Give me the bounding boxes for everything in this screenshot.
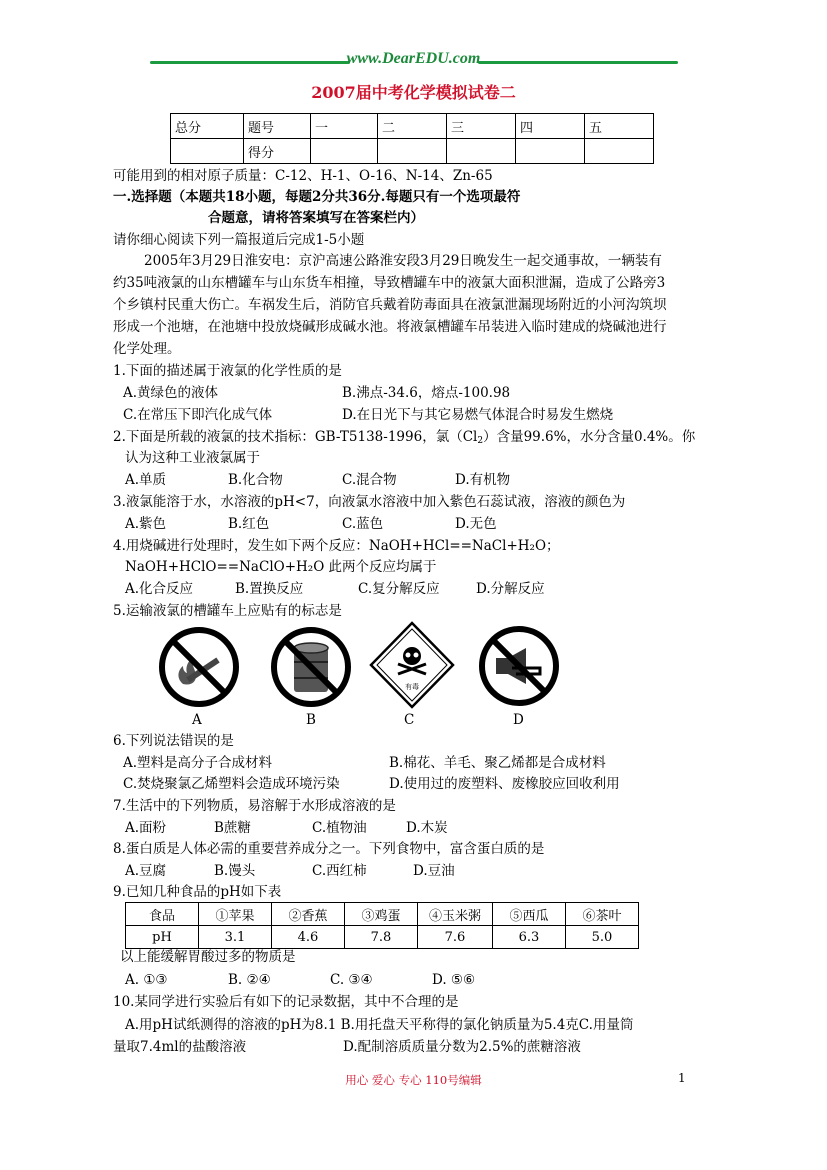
q7-option-b: B蔗糖 [214,820,251,836]
question-9-cont: 以上能缓解胃酸过多的物质是 [120,949,296,965]
q2-option-b: B.化合物 [228,472,283,488]
table-cell [585,139,654,164]
q2-text-start: 2.下面是所载的液氯的技术指标：GB-T5138-1996，氯（Cl [113,429,478,445]
q1-option-c: C.在常压下即汽化成气体 [123,407,273,423]
toxic-sign-text: 有毒 [405,683,419,691]
table-cell: 7.6 [418,926,493,949]
q2-option-c: C.混合物 [342,472,397,488]
q6-option-b: B.棉花、羊毛、聚乙烯都是合成材料 [389,755,606,771]
no-barrel-sign-icon [268,626,354,708]
q10-option-c-cont: 量取7.4ml的盐酸溶液 [113,1039,247,1055]
question-1: 1.下面的描述属于液氯的化学性质的是 [113,363,342,379]
section-heading: 一.选择题（本题共18小题，每题2分共36分.每题只有一个选项最符 [113,189,521,205]
atomic-masses: 可能用到的相对原子质量：C-12、H-1、O-16、N-14、Zn-65 [113,168,493,184]
q8-option-c: C.西红柿 [312,863,367,879]
table-cell: 一 [311,114,378,139]
table-cell [311,139,378,164]
q3-option-c: C.蓝色 [342,516,384,532]
question-4-cont: NaOH+HClO==NaClO+H₂O 此两个反应均属于 [125,559,437,575]
page-number: 1 [678,1071,686,1085]
no-fire-sign-icon [156,626,242,708]
q1-option-b: B.沸点-34.6，熔点-100.98 [342,385,511,401]
table-cell: ②香蕉 [272,903,345,926]
q6-option-a: A.塑料是高分子合成材料 [123,755,273,771]
q4-option-a: A.化合反应 [125,581,194,597]
q7-option-d: D.木炭 [406,820,448,836]
toxic-sign-icon [368,620,456,710]
passage-line: 化学处理。 [113,341,181,357]
section-heading-cont: 合题意，请将答案填写在答案栏内） [208,210,424,226]
table-cell: 食品 [126,903,199,926]
q3-option-d: D.无色 [455,516,497,532]
passage-line: 个乡镇村民重大伤亡。车祸发生后，消防官兵戴着防毒面具在液氯泄漏现场附近的小河沟筑坝 [113,297,667,313]
q2-text-end: ）含量99.6%，水分含量0.4%。你 [483,429,696,445]
no-horn-sign-icon [476,624,562,708]
q10-options-line1: A.用pH试纸测得的溶液的pH为8.1 B.用托盘天平称得的氯化钠质量为5.4克C.用量筒 [125,1017,634,1033]
score-table [170,113,654,164]
ph-table-header-row [126,903,639,926]
table-cell: 总分 [171,114,244,139]
ph-table [125,902,639,949]
passage-line: 2005年3月29日淮安电：京沪高速公路淮安段3月29日晚发生一起交通事故，一辆装有 [144,253,662,269]
table-cell: 五 [585,114,654,139]
question-8: 8.蛋白质是人体必需的重要营养成分之一。下列食物中，富含蛋白质的是 [113,841,545,857]
table-cell: 四 [516,114,585,139]
q8-option-b: B.馒头 [214,863,256,879]
passage-line: 约35吨液氯的山东槽罐车与山东货车相撞，导致槽罐车中的液氯大面积泄漏，造成了公路旁3 [113,275,666,291]
question-5: 5.运输液氯的槽罐车上应贴有的标志是 [113,603,342,619]
sign-label-c: C [404,712,415,728]
table-cell: 二 [378,114,447,139]
table-cell [378,139,447,164]
q4-option-d: D.分解反应 [476,581,545,597]
table-cell: 三 [447,114,516,139]
question-7: 7.生活中的下列物质，易溶解于水形成溶液的是 [113,798,396,814]
q7-option-c: C.植物油 [312,820,367,836]
sign-label-d: D [513,712,524,728]
document-title: 2007届中考化学模拟试卷二 [311,83,516,102]
q8-option-d: D.豆油 [413,863,455,879]
sign-label-a: A [192,712,202,728]
question-3: 3.液氯能溶于水，水溶液的pH<7，向液氯水溶液中加入紫色石蕊试液，溶液的颜色为 [113,494,626,510]
q4-option-c: C.复分解反应 [358,581,440,597]
passage-intro: 请你细心阅读下列一篇报道后完成1-5小题 [113,232,365,248]
table-cell [171,139,244,164]
table-cell: ⑥茶叶 [566,903,639,926]
q7-option-a: A.面粉 [125,820,167,836]
table-cell: ③鸡蛋 [345,903,418,926]
table-cell [447,139,516,164]
table-cell: 得分 [244,139,311,164]
table-cell: 题号 [244,114,311,139]
score-table-row [171,139,654,164]
sign-label-b: B [306,712,316,728]
q6-option-d: D.使用过的废塑料、废橡胶应回收利用 [389,776,620,792]
table-cell: ⑤西瓜 [493,903,566,926]
table-cell: ①苹果 [199,903,272,926]
table-cell [516,139,585,164]
q1-option-d: D.在日光下与其它易燃气体混合时易发生燃烧 [342,407,614,423]
q4-option-b: B.置换反应 [235,581,304,597]
question-10: 10.某同学进行实验后有如下的记录数据，其中不合理的是 [113,994,459,1010]
q9-option-a: A. ①③ [125,972,168,988]
passage-line: 形成一个池塘，在池塘中投放烧碱形成碱水池。将液氯槽罐车吊装进入临时建成的烧碱池进行 [113,319,667,335]
q10-option-d: D.配制溶质质量分数为2.5%的蔗糖溶液 [343,1039,581,1055]
question-6: 6.下列说法错误的是 [113,733,234,749]
q9-option-c: C. ③④ [330,972,373,988]
q2-option-a: A.单质 [125,472,167,488]
score-table-row [171,114,654,139]
footer-text: 用心 爱心 专心 110号编辑 [345,1073,482,1087]
table-cell: 6.3 [493,926,566,949]
question-2-cont: 认为这种工业液氯属于 [125,450,260,466]
q9-option-d: D. ⑤⑥ [432,972,476,988]
table-cell: 7.8 [345,926,418,949]
table-cell: 4.6 [272,926,345,949]
table-cell: pH [126,926,199,949]
q1-option-a: A.黄绿色的液体 [123,385,219,401]
q3-option-a: A.紫色 [125,516,167,532]
question-9: 9.已知几种食品的pH如下表 [113,884,282,900]
ph-table-row [126,926,639,949]
table-cell: ④玉米粥 [418,903,493,926]
table-cell: 3.1 [199,926,272,949]
q2-option-d: D.有机物 [455,472,511,488]
question-4: 4.用烧碱进行处理时，发生如下两个反应：NaOH+HCl==NaCl+H₂O； [113,538,560,554]
table-cell: 5.0 [566,926,639,949]
q6-option-c: C.焚烧聚氯乙烯塑料会造成环境污染 [123,776,340,792]
q3-option-b: B.红色 [228,516,270,532]
q9-option-b: B. ②④ [228,972,271,988]
q8-option-a: A.豆腐 [125,863,167,879]
site-logo-text: www.DearEDU.com [346,50,481,67]
q2-subscript: 2 [477,436,484,446]
